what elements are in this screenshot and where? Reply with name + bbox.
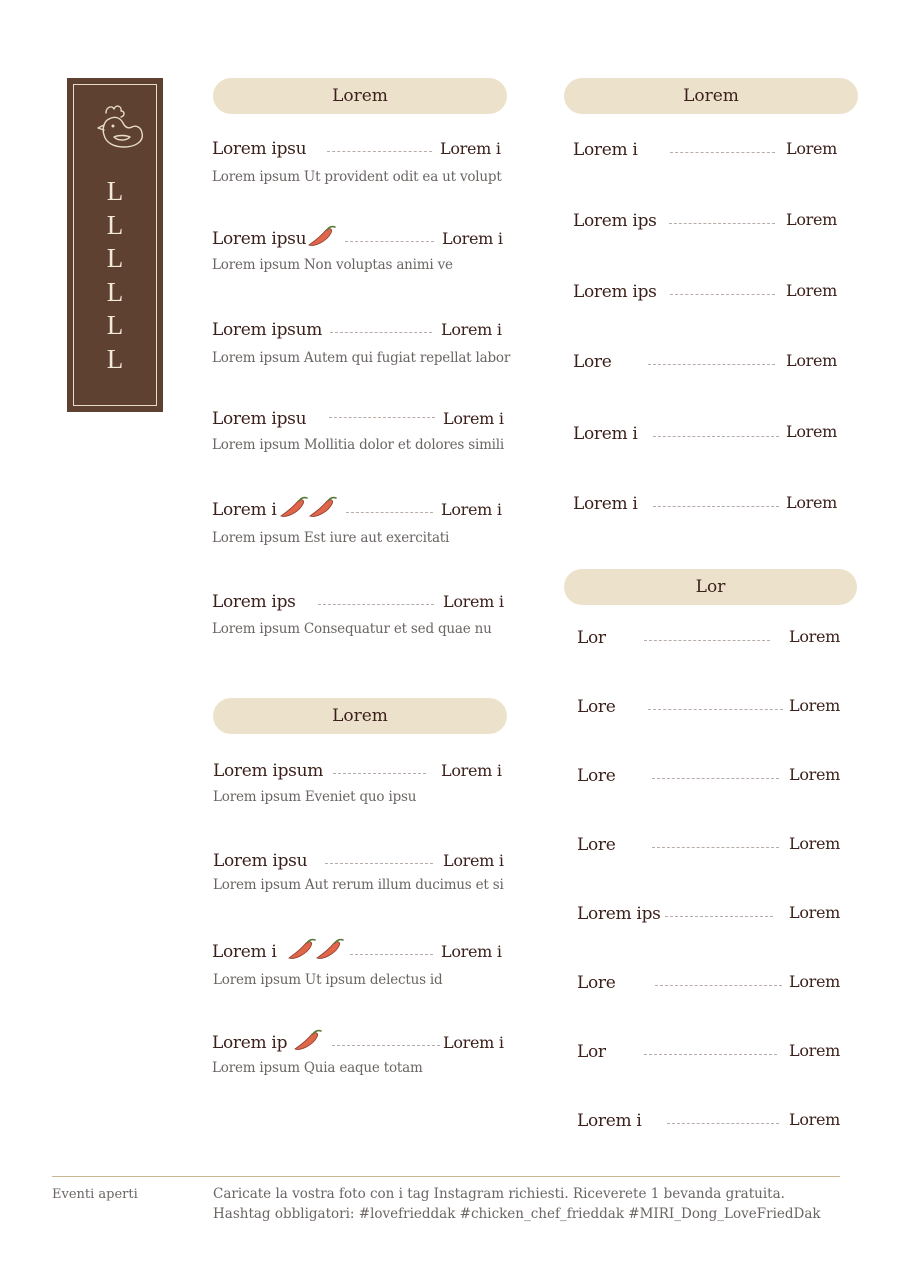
menu-item-price: Lorem <box>789 765 841 784</box>
section-header-right-top: Lorem <box>564 78 858 114</box>
menu-item-price: Lorem <box>786 493 838 512</box>
brand-letter: L <box>106 276 124 307</box>
menu-item-name: Lorem ipsum <box>213 761 324 781</box>
menu-item-price: Lorem i <box>442 229 503 248</box>
menu-item-name: Lor <box>577 628 606 648</box>
menu-item-name: Lore <box>577 835 616 855</box>
menu-item-price: Lorem i <box>443 592 504 611</box>
menu-item-description: Lorem ipsum Mollitia dolor et dolores simili <box>212 437 505 453</box>
menu-item-name: Lorem ipsu <box>212 139 307 159</box>
menu-item-price: Lorem i <box>443 409 504 428</box>
leader-dots <box>333 773 426 774</box>
menu-item-price: Lorem <box>789 903 841 922</box>
menu-item-name: Lorem ipsum <box>212 320 323 340</box>
menu-item-description: Lorem ipsum Non voluptas animi ve <box>212 257 453 273</box>
menu-item-description: Lorem ipsum Aut rerum illum ducimus et si <box>213 877 504 893</box>
leader-dots <box>653 506 779 507</box>
menu-item-description: Lorem ipsum Eveniet quo ipsu <box>213 789 417 805</box>
leader-dots <box>670 294 775 295</box>
leader-dots <box>644 640 770 641</box>
menu-item-price: Lorem i <box>441 320 502 339</box>
menu-item-price: Lorem <box>789 627 841 646</box>
menu-item-price: Lorem <box>786 210 838 229</box>
brand-letter: L <box>106 343 124 374</box>
menu-item-name: Lorem i <box>212 500 277 520</box>
section-header-left-bottom: Lorem <box>213 698 507 734</box>
footer-line: Caricate la vostra foto con i tag Instagram richiesti. Riceverete 1 bevanda gratuita. <box>213 1186 785 1202</box>
menu-item-name: Lorem i <box>573 140 638 160</box>
menu-item-price: Lorem <box>789 1110 841 1129</box>
leader-dots <box>670 152 775 153</box>
menu-item-price: Lorem i <box>443 1033 504 1052</box>
menu-item-price: Lorem <box>789 1041 841 1060</box>
leader-dots <box>644 1054 777 1055</box>
menu-item-name: Lorem ips <box>212 592 296 612</box>
menu-item-name: Lorem ip <box>212 1033 288 1053</box>
menu-item-name: Lorem ipsu <box>212 409 307 429</box>
chicken-icon <box>92 99 148 157</box>
brand-letter: L <box>106 209 124 240</box>
menu-item-price: Lorem i <box>443 851 504 870</box>
menu-item-name: Lore <box>573 352 612 372</box>
brand-letter: L <box>106 243 124 273</box>
brand-frame <box>73 84 157 406</box>
leader-dots <box>325 863 433 864</box>
menu-item-name: Lor <box>577 1042 606 1062</box>
brand-letter: L <box>106 310 124 340</box>
brand-letters <box>74 175 156 376</box>
menu-item-name: Lore <box>577 766 616 786</box>
leader-dots <box>653 436 779 437</box>
chili-icon <box>306 494 340 522</box>
menu-item-price: Lorem <box>786 139 838 158</box>
chili-icon <box>291 1027 325 1055</box>
menu-item-price: Lorem <box>789 696 841 715</box>
leader-dots <box>667 1123 779 1124</box>
leader-dots <box>652 847 779 848</box>
leader-dots <box>330 332 432 333</box>
menu-item-price: Lorem <box>786 351 838 370</box>
leader-dots <box>648 709 783 710</box>
leader-dots <box>346 512 433 513</box>
menu-item-price: Lorem <box>789 972 841 991</box>
menu-item-description: Lorem ipsum Consequatur et sed quae nu <box>212 621 492 637</box>
leader-dots <box>318 604 434 605</box>
brand-box <box>67 78 163 412</box>
menu-item-description: Lorem ipsum Ut provident odit ea ut volupt <box>212 169 502 185</box>
menu-item-name: Lorem i <box>573 424 638 444</box>
footer-line: Hashtag obbligatori: #lovefrieddak #chicken_chef_frieddak #MIRI_Dong_LoveFriedDak <box>213 1206 821 1222</box>
chili-icon <box>305 223 339 251</box>
menu-item-name: Lorem ips <box>573 282 657 302</box>
leader-dots <box>350 954 433 955</box>
leader-dots <box>665 916 773 917</box>
menu-item-name: Lore <box>577 697 616 717</box>
menu-item-description: Lorem ipsum Autem qui fugiat repellat labor <box>212 350 511 366</box>
menu-item-description: Lorem ipsum Quia eaque totam <box>212 1060 423 1076</box>
section-header-right-bottom: Lor <box>564 569 857 605</box>
menu-item-price: Lorem i <box>441 761 502 780</box>
menu-item-description: Lorem ipsum Est iure aut exercitati <box>212 530 450 546</box>
chili-icon <box>313 936 347 964</box>
menu-item-price: Lorem i <box>440 139 501 158</box>
menu-item-price: Lorem <box>789 834 841 853</box>
menu-item-name: Lorem ips <box>573 211 657 231</box>
menu-item-name: Lorem ipsu <box>212 229 307 249</box>
menu-item-name: Lorem i <box>212 942 277 962</box>
footer-label: Eventi aperti <box>52 1187 138 1202</box>
menu-item-name: Lorem i <box>573 494 638 514</box>
menu-item-name: Lorem i <box>577 1111 642 1131</box>
menu-item-description: Lorem ipsum Ut ipsum delectus id <box>213 972 443 988</box>
menu-item-price: Lorem i <box>441 500 502 519</box>
menu-item-price: Lorem <box>786 281 838 300</box>
section-header-left-top: Lorem <box>213 78 507 114</box>
leader-dots <box>329 417 435 418</box>
menu-item-name: Lore <box>577 973 616 993</box>
leader-dots <box>669 223 775 224</box>
leader-dots <box>648 364 775 365</box>
leader-dots <box>655 985 782 986</box>
leader-dots <box>332 1045 440 1046</box>
leader-dots <box>652 778 779 779</box>
footer-notice <box>213 1184 821 1224</box>
leader-dots <box>345 241 434 242</box>
menu-item-price: Lorem i <box>441 942 502 961</box>
menu-item-price: Lorem <box>786 422 838 441</box>
menu-item-name: Lorem ips <box>577 904 661 924</box>
brand-letter: L <box>106 176 124 206</box>
menu-item-name: Lorem ipsu <box>213 851 308 871</box>
footer-divider <box>52 1176 840 1177</box>
leader-dots <box>327 151 432 152</box>
